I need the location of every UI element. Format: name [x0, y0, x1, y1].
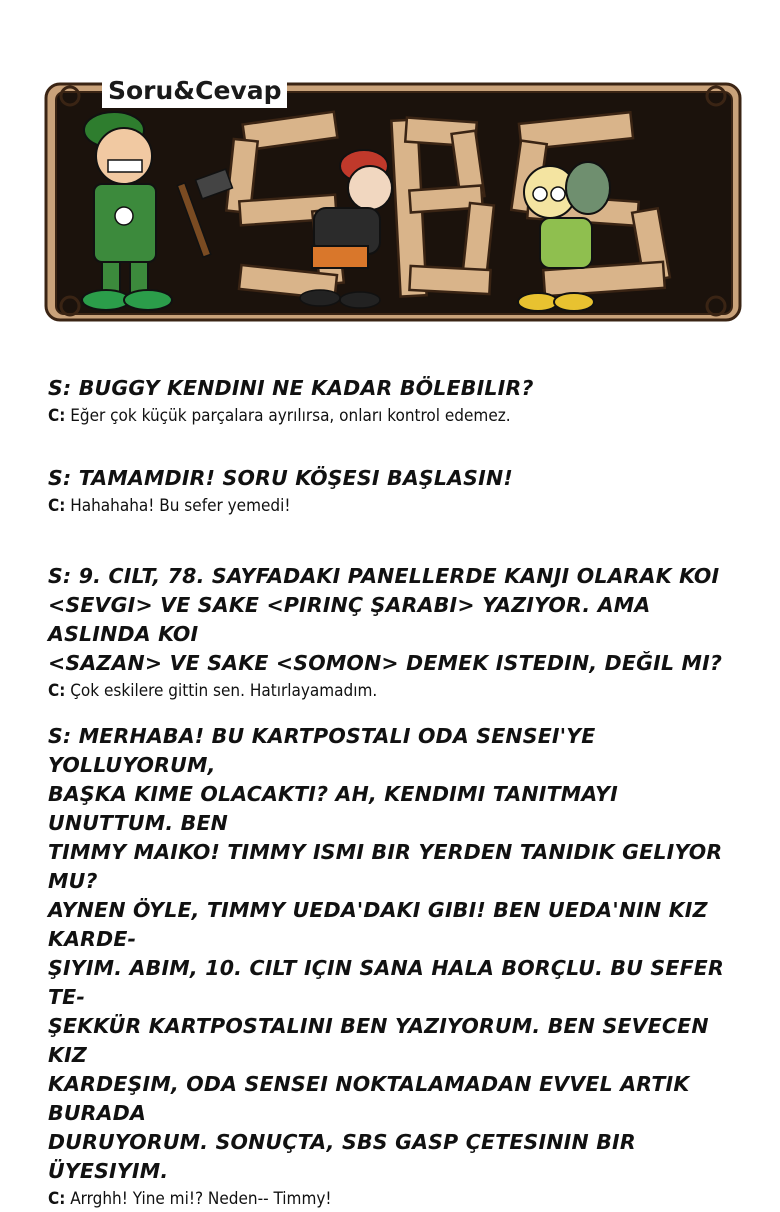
- answer-text: Çok eskilere gittin sen. Hatırlayamadım.: [70, 681, 378, 701]
- sbs-header-banner: [44, 70, 742, 322]
- banner-title: Soru&Cevap: [102, 74, 287, 108]
- question-line: S: TAMAMDIR! SORU KÖŞESI BAŞLASIN!: [48, 466, 513, 490]
- answer-text: Eğer çok küçük parçalara ayrılırsa, onları kontrol edemez.: [70, 406, 511, 426]
- question-line: S: BUGGY KENDINI NE KADAR BÖLEBILIR?: [48, 376, 534, 400]
- letter-s-planks: [226, 112, 343, 299]
- answer-text: Hahahaha! Bu sefer yemedi!: [70, 496, 291, 516]
- answer-prefix: C:: [48, 406, 66, 426]
- qa-block-2: [48, 464, 748, 519]
- question-line: ŞEKKÜR KARTPOSTALINI BEN YAZIYORUM. BEN SEVECEN KIZ: [48, 1014, 709, 1067]
- answer-text: Arrghh! Yine mi!? Neden-- Timmy!: [70, 1189, 332, 1209]
- question-line: S: 9. CILT, 78. SAYFADAKI PANELLERDE KANJI OLARAK KOI: [48, 564, 720, 588]
- answer-prefix: C:: [48, 1189, 66, 1209]
- question-line: BAŞKA KIME OLACAKTI? AH, KENDIMI TANITMAYI UNUTTUM. BEN: [48, 782, 618, 835]
- question-line: TIMMY MAIKO! TIMMY ISMI BIR YERDEN TANIDIK GELIYOR MU?: [48, 840, 723, 893]
- qa-block-3: [48, 562, 748, 704]
- question-line: ŞIYIM. ABIM, 10. CILT IÇIN SANA HALA BORÇLU. BU SEFER TE-: [48, 956, 724, 1009]
- answer-prefix: C:: [48, 681, 66, 701]
- question-line: S: MERHABA! BU KARTPOSTALI ODA SENSEI'YE YOLLUYORUM,: [48, 724, 596, 777]
- answer-line: [48, 493, 748, 519]
- answer-line: [48, 678, 748, 704]
- question-line: KARDEŞIM, ODA SENSEI NOKTALAMADAN EVVEL ARTIK BURADA: [48, 1072, 690, 1125]
- question-line: AYNEN ÖYLE, TIMMY UEDA'DAKI GIBI! BEN UEDA'NIN KIZ KARDE-: [48, 898, 708, 951]
- question-line: DURUYORUM. SONUÇTA, SBS GASP ÇETESININ BIR ÜYESIYIM.: [48, 1130, 636, 1183]
- answer-line: [48, 403, 748, 429]
- qa-block-1: [48, 374, 748, 429]
- question-line: <SAZAN> VE SAKE <SOMON> DEMEK ISTEDIN, DEĞIL MI?: [48, 651, 723, 675]
- answer-prefix: C:: [48, 496, 66, 516]
- question-line: <SEVGI> VE SAKE <PIRINÇ ŞARABI> YAZIYOR. AMA ASLINDA KOI: [48, 593, 651, 646]
- answer-line: [48, 1186, 748, 1212]
- qa-block-4: [48, 722, 748, 1212]
